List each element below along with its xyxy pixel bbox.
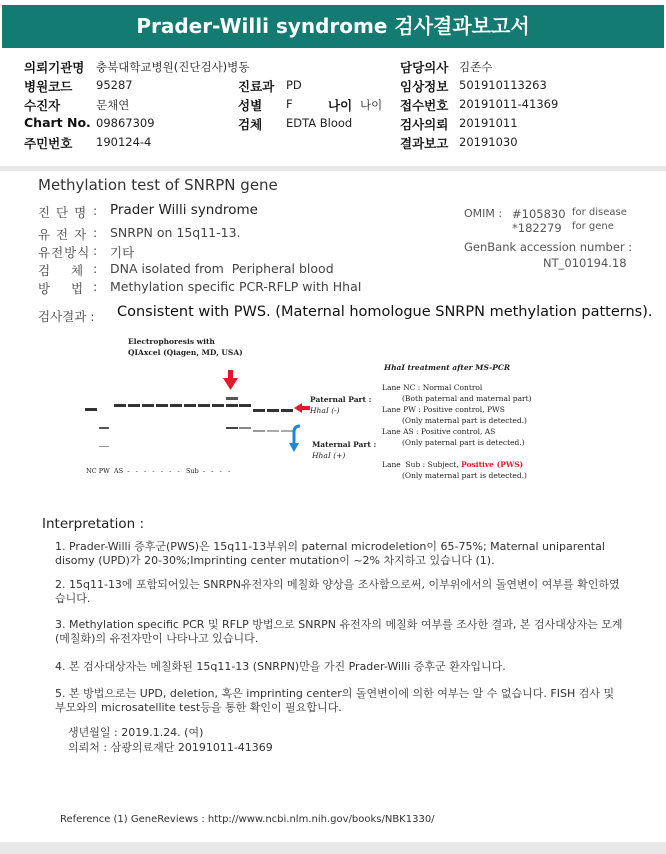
code-value: 95287: [96, 78, 133, 92]
gene-label: 유 전 자: [38, 227, 88, 242]
age-value: 나이: [360, 98, 383, 112]
patient-value: 문채연: [96, 98, 130, 112]
paternal-label-line1: Paternal Part :: [310, 395, 372, 404]
section-divider: [0, 166, 666, 171]
diagnosis-value: Prader Willi syndrome: [110, 202, 258, 218]
gene-colon: :: [93, 225, 98, 240]
reception-value: 20191011-41369: [459, 97, 559, 111]
sex-label: 성별: [238, 98, 263, 113]
report-label: 결과보고: [400, 136, 449, 151]
legend-as-note: (Only paternal part is detected.): [402, 438, 525, 447]
inheritance-label: 유전방식: [38, 245, 91, 260]
legend-positive: Positive (PWS): [461, 460, 524, 469]
method-label: 방 법: [38, 281, 85, 296]
sample-label: 검 체: [38, 263, 85, 278]
chart-value: 09867309: [96, 116, 155, 130]
test-title: Methylation test of SNRPN gene: [38, 176, 278, 194]
blue-bracket-arrow-icon: [289, 426, 300, 452]
clinical-value: 501910113263: [459, 78, 547, 92]
doctor-label: 담당의사: [400, 60, 449, 75]
report-value: 20191030: [459, 135, 518, 149]
code-label: 병원코드: [24, 79, 73, 94]
omim-gene-note: for gene: [572, 221, 614, 232]
result-label: 검사결과 :: [38, 309, 95, 324]
diagnosis-label: 진 단 명: [38, 205, 88, 220]
interpretation-title: Interpretation :: [42, 516, 145, 532]
patient-label: 수진자: [24, 98, 61, 113]
red-left-arrow-icon: [294, 403, 310, 413]
hospital-label: 의뢰기관명: [24, 60, 85, 75]
hospital-value: 충북대학교병원(진단검사)병동: [96, 60, 250, 74]
chart-label: Chart No.: [24, 115, 91, 130]
omim-disease: #105830: [512, 207, 566, 221]
age-label: 나이: [328, 98, 353, 113]
interpretation-item-3: 3. Methylation specific PCR 및 RFLP 방법으로 SNRPN 유전자의 메칠화 여부를 조사한 결과, 본 검사대상자는 모계(메칠화)의 유전자만이 나타나고 있습니다.: [55, 618, 623, 645]
request-label: 검사의뢰: [400, 117, 449, 132]
result-value: Consistent with PWS. (Maternal homologue SNRPN methylation patterns).: [117, 304, 653, 320]
reception-label: 접수번호: [400, 98, 449, 113]
paternal-label-line2: HhaI (-): [310, 406, 340, 415]
diagnosis-colon: :: [93, 203, 98, 218]
electro-caption-line1: Electrophoresis with: [128, 337, 215, 346]
reference: Reference (1) GeneReviews : http://www.ncbi.nlm.nih.gov/books/NBK1330/: [60, 814, 435, 825]
dept-value: PD: [286, 78, 302, 92]
legend-nc: Lane NC : Normal Control: [382, 383, 483, 392]
specimen-value: EDTA Blood: [286, 116, 353, 130]
maternal-label-line2: HhaI (+): [312, 451, 346, 460]
legend-pw: Lane PW : Positive control, PWS: [382, 405, 505, 414]
clinical-label: 임상정보: [400, 79, 449, 94]
method-value: Methylation specific PCR-RFLP with HhaI: [110, 279, 362, 294]
genbank-value: NT_010194.18: [543, 256, 627, 270]
specimen-label: 검체: [238, 117, 263, 132]
inheritance-value: 기타: [110, 245, 135, 260]
gene-value: SNRPN on 15q11-13.: [110, 225, 241, 240]
omim-label: OMIM :: [464, 207, 503, 220]
doctor-value: 김존수: [459, 60, 493, 74]
maternal-label-line1: Maternal Part :: [312, 440, 377, 449]
legend-as: Lane AS : Positive control, AS: [382, 427, 496, 436]
red-down-arrow-icon: [223, 370, 238, 390]
id-value: 190124-4: [96, 135, 152, 149]
legend-sub-note: (Only maternal part is detected.): [402, 471, 527, 480]
electro-caption-line2: QIAxcel (Qiagen, MD, USA): [128, 348, 243, 357]
request-value: 20191011: [459, 116, 518, 130]
inheritance-colon: :: [93, 243, 98, 258]
interpretation-item-1: 1. Prader-Willi 증후군(PWS)은 15q11-13부위의 paternal microdeletion이 65-75%; Maternal uniparental disomy (UPD)가 20-30%;Imprinting center mutation이 ~2% 차지하고 있습니다 (1).: [55, 540, 605, 567]
legend-nc-note: (Both paternal and maternal part): [402, 394, 532, 403]
report-title: Prader-Willi syndrome 검사결과보고서: [2, 5, 664, 48]
requester: 의뢰처 : 삼광의료재단 20191011-41369: [68, 741, 273, 754]
genbank-label: GenBank accession number :: [464, 240, 633, 254]
sample-value: DNA isolated from Peripheral blood: [110, 261, 334, 276]
sample-colon: :: [93, 261, 98, 276]
sex-value: F: [286, 97, 293, 111]
maternal-bands: [99, 427, 293, 447]
legend-sub-label: Lane Sub : Subject,: [382, 460, 459, 469]
legend-pw-note: (Only maternal part is detected.): [402, 416, 527, 425]
bottom-margin: [0, 842, 666, 854]
interpretation-item-4: 4. 본 검사대상자는 메칠화된 15q11-13 (SNRPN)만을 가진 Prader-Willi 증후군 환자입니다.: [55, 660, 506, 673]
omim-gene: *182279: [512, 221, 562, 235]
lane-labels: NC PW AS - - - - - - - Sub - - - -: [86, 467, 231, 475]
electrophoresis-figure: [84, 332, 534, 482]
dept-label: 진료과: [238, 79, 275, 94]
interpretation-item-2: 2. 15q11-13에 포함되어있는 SNRPN유전자의 메칠화 양상을 조사함으로써, 이부위에서의 돌연변이 여부를 확인하였습니다.: [55, 578, 620, 605]
omim-disease-note: for disease: [572, 207, 627, 218]
method-colon: :: [93, 279, 98, 294]
paternal-bands: [85, 397, 293, 412]
hhai-title: HhaI treatment after MS-PCR: [384, 363, 511, 372]
id-label: 주민번호: [24, 136, 73, 151]
patient-info-block: [0, 48, 666, 167]
legend-sub: [382, 459, 523, 470]
birth-date: 생년월일 : 2019.1.24. (여): [68, 726, 204, 739]
interpretation-item-5: 5. 본 방법으로는 UPD, deletion, 혹은 imprinting center의 돌연변이에 의한 여부는 알 수 없습니다. FISH 검사 및 부모와의 microsatellite test등을 통한 확인이 필요합니다.: [55, 687, 615, 714]
